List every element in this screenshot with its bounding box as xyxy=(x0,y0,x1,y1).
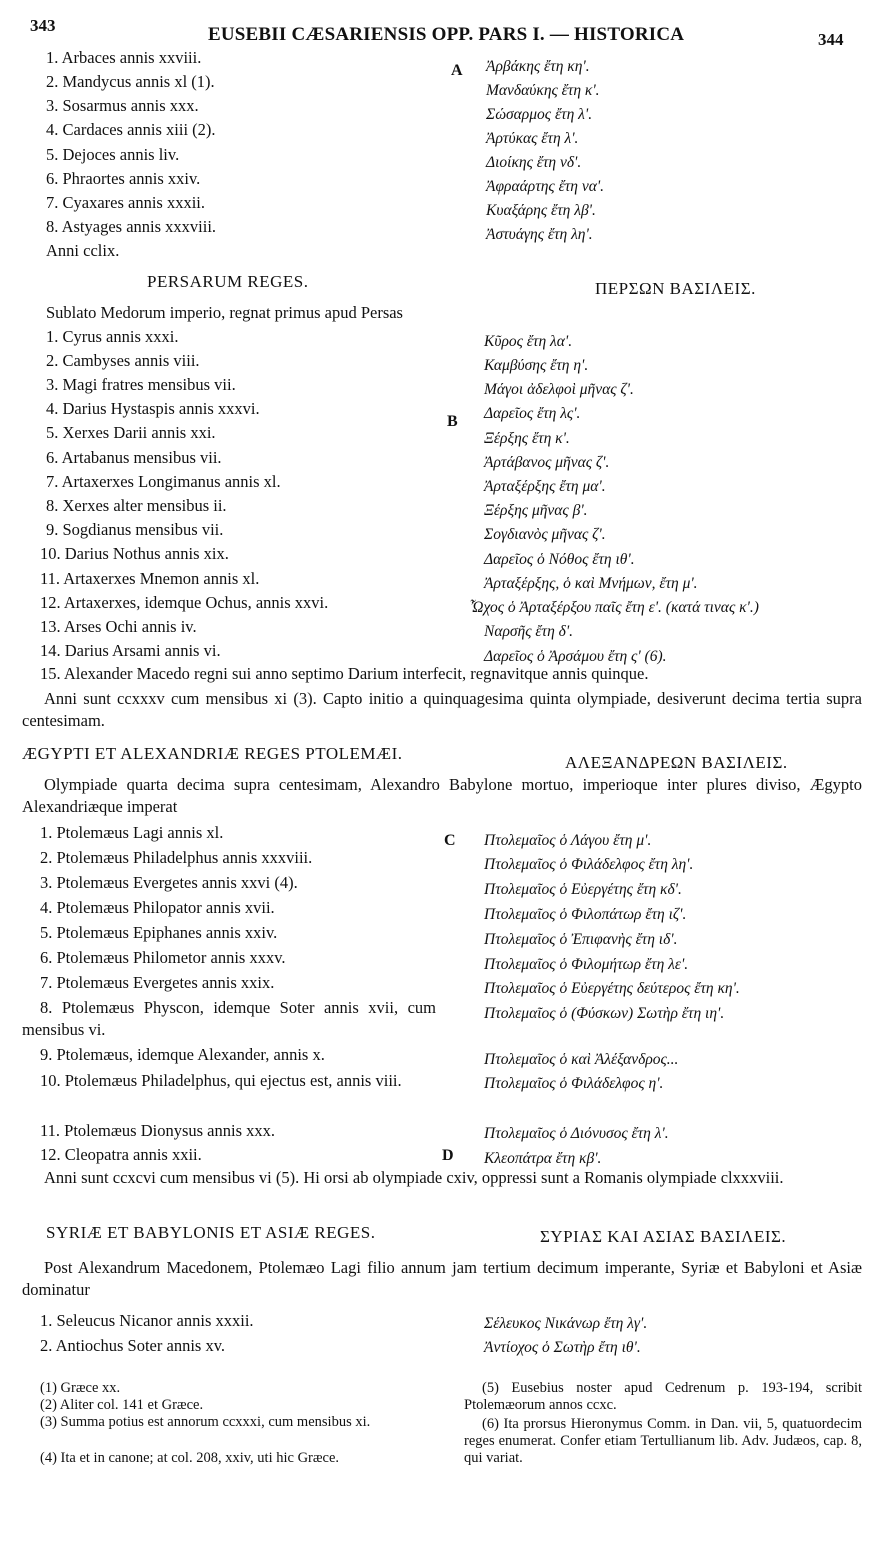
list-item: Σώσαρμος ἔτη λ'. xyxy=(486,106,593,123)
list-item: 4. Cardaces annis xiii (2). xyxy=(46,120,216,139)
list-item: Κῦρος ἔτη λα'. xyxy=(484,333,573,350)
footnote: (2) Aliter col. 141 et Græce. xyxy=(40,1397,204,1413)
list-item: 8. Ptolemæus Physcon, idemque Soter annis xvii, cum mensibus vi. xyxy=(22,998,436,1039)
ptolemies-summary: Anni sunt ccxcvi cum mensibus vi (5). Hi orsi ab olympiade cxiv, oppressi sunt a Romanis olympiade clxxxviii. xyxy=(44,1168,784,1187)
list-item: Πτολεμαῖος ὁ Φιλομήτωρ ἔτη λε'. xyxy=(484,956,689,973)
list-item: 1. Ptolemæus Lagi annis xl. xyxy=(40,823,224,842)
list-item: Ξέρξης μῆνας β'. xyxy=(484,502,588,519)
section-heading-syria-latin: SYRIÆ ET BABYLONIS ET ASIÆ REGES. xyxy=(46,1223,376,1242)
list-item: 9. Ptolemæus, idemque Alexander, annis x. xyxy=(40,1045,325,1064)
list-item: 7. Ptolemæus Evergetes annis xxix. xyxy=(40,973,275,992)
list-item: Πτολεμαῖος ὁ Διόνυσος ἔτη λ'. xyxy=(484,1125,669,1142)
list-item: Πτολεμαῖος ὁ Εὐεργέτης ἔτη κδ'. xyxy=(484,881,682,898)
list-item: 2. Cambyses annis viii. xyxy=(46,351,200,370)
list-item: Πτολεμαῖος ὁ Ἐπιφανὴς ἔτη ιδ'. xyxy=(484,931,678,948)
list-item: 5. Xerxes Darii annis xxi. xyxy=(46,423,216,442)
list-item: 8. Astyages annis xxxviii. xyxy=(46,217,217,236)
list-item: 11. Artaxerxes Mnemon annis xl. xyxy=(40,569,260,588)
footnote: (4) Ita et in canone; at col. 208, xxiv, uti hic Græce. xyxy=(40,1450,340,1466)
margin-mark-b: B xyxy=(447,413,458,430)
list-item: 5. Ptolemæus Epiphanes annis xxiv. xyxy=(40,923,278,942)
margin-mark-d: D xyxy=(442,1147,454,1164)
list-item: 1. Cyrus annis xxxi. xyxy=(46,327,179,346)
list-item: Ναρσῆς ἔτη δ'. xyxy=(484,623,574,640)
list-item: 4. Ptolemæus Philopator annis xvii. xyxy=(40,898,275,917)
section-heading-ptolemies-latin: ÆGYPTI ET ALEXANDRIÆ REGES PTOLEMÆI. xyxy=(22,744,403,763)
list-item: 8. Xerxes alter mensibus ii. xyxy=(46,496,227,515)
list-item: 3. Magi fratres mensibus vii. xyxy=(46,375,236,394)
list-item: 12. Artaxerxes, idemque Ochus, annis xxvi. xyxy=(40,593,329,612)
list-item: Πτολεμαῖος ὁ καὶ Ἀλέξανδρος... xyxy=(484,1051,679,1068)
persians-summary: Anni sunt ccxxxv cum mensibus xi (3). Capto initio a quinquagesima quinta olympiade, desiverunt decima tertia supra centesimam. xyxy=(22,689,862,730)
list-item: Ἀρτύκας ἔτη λ'. xyxy=(486,130,579,147)
list-item: 6. Artabanus mensibus vii. xyxy=(46,448,222,467)
list-item: 1. Seleucus Nicanor annis xxxii. xyxy=(40,1311,254,1330)
list-item: Κλεοπάτρα ἔτη κβ'. xyxy=(484,1150,602,1167)
list-item: Ἀρτάβανος μῆνας ζ'. xyxy=(484,454,610,471)
list-item: 6. Phraortes annis xxiv. xyxy=(46,169,201,188)
list-item: Σογδιανὸς μῆνας ζ'. xyxy=(484,526,606,543)
list-item: 5. Dejoces annis liv. xyxy=(46,145,180,164)
list-item: Μανδαύκης ἔτη κ'. xyxy=(486,82,600,99)
list-item: 9. Sogdianus mensibus vii. xyxy=(46,520,224,539)
list-item: Δαρεῖος ἔτη λς'. xyxy=(484,405,581,422)
footnote: (6) Ita prorsus Hieronymus Comm. in Dan. vii, 5, quatuordecim reges enumerat. Confer etiam Tertullianum lib. Adv. Judæos, cap. 8, qui variat. xyxy=(464,1416,862,1466)
list-item: Πτολεμαῖος ὁ Εὐεργέτης δεύτερος ἔτη κη'. xyxy=(484,980,740,997)
section-heading-ptolemies-greek: ΑΛΕΞΑΝΔΡΕΩΝ ΒΑΣΙΛΕΙΣ. xyxy=(565,753,788,772)
list-item: 6. Ptolemæus Philometor annis xxxv. xyxy=(40,948,286,967)
margin-mark-c: C xyxy=(444,832,456,849)
list-item: Ξέρξης ἔτη κ'. xyxy=(484,430,570,447)
list-item: 2. Mandycus annis xl (1). xyxy=(46,72,215,91)
list-item: Πτολεμαῖος ὁ Φιλάδελφος ἔτη λη'. xyxy=(484,856,694,873)
margin-mark-a: A xyxy=(451,62,463,79)
ptolemies-intro: Olympiade quarta decima supra centesimam, Alexandro Babylone mortuo, imperioque inter plures diviso, Ægypto Alexandriæque imperat xyxy=(22,775,862,816)
persians-item-15: 15. Alexander Macedo regni sui anno septimo Darium interfecit, regnavitque annis quinque. xyxy=(40,664,649,683)
list-item: Καμβύσης ἔτη η'. xyxy=(484,357,589,374)
list-item: Δαρεῖος ὁ Ἀρσάμου ἔτη ς' (6). xyxy=(484,648,667,665)
list-item: 11. Ptolemæus Dionysus annis xxx. xyxy=(40,1121,275,1140)
list-item: Διοίκης ἔτη νδ'. xyxy=(486,154,582,171)
list-item: Ἀστυάγης ἔτη λη'. xyxy=(486,226,593,243)
list-item: Ἀρβάκης ἔτη κη'. xyxy=(486,58,590,75)
list-item: Ἀρταξέρξης ἔτη μα'. xyxy=(484,478,606,495)
list-item: 12. Cleopatra annis xxii. xyxy=(40,1145,202,1164)
section-heading-persians-latin: PERSARUM REGES. xyxy=(147,272,309,291)
list-item: Ὦχος ὁ Ἀρταξέρξου παῖς ἔτη ε'. (κατά τινας κ'.) xyxy=(470,599,759,616)
list-item: Ἀρταξέρξης, ὁ καὶ Μνήμων, ἔτη μ'. xyxy=(484,575,698,592)
section-heading-persians-greek: ΠΕΡΣΩΝ ΒΑΣΙΛΕΙΣ. xyxy=(595,279,756,298)
list-item: Δαρεῖος ὁ Νόθος ἔτη ιθ'. xyxy=(484,551,635,568)
list-item: 1. Arbaces annis xxviii. xyxy=(46,48,202,67)
list-item: Κυαξάρης ἔτη λβ'. xyxy=(486,202,596,219)
list-item: Σέλευκος Νικάνωρ ἔτη λγ'. xyxy=(484,1315,648,1332)
footnote: (3) Summa potius est annorum ccxxxi, cum mensibus xi. xyxy=(40,1414,371,1430)
list-item: 3. Ptolemæus Evergetes annis xxvi (4). xyxy=(40,873,298,892)
list-item: 13. Arses Ochi annis iv. xyxy=(40,617,197,636)
list-item: Ἀντίοχος ὁ Σωτὴρ ἔτη ιθ'. xyxy=(484,1339,641,1356)
list-item: 7. Cyaxares annis xxxii. xyxy=(46,193,206,212)
persians-intro: Sublato Medorum imperio, regnat primus apud Persas xyxy=(46,303,403,322)
running-title: EUSEBII CÆSARIENSIS OPP. PARS I. — HISTORICA xyxy=(208,24,685,45)
list-item: Πτολεμαῖος ὁ Φιλάδελφος η'. xyxy=(484,1075,664,1092)
list-item: Πτολεμαῖος ὁ Λάγου ἔτη μ'. xyxy=(484,832,652,849)
syria-intro: Post Alexandrum Macedonem, Ptolemæo Lagi filio annum jam tertium decimum imperante, Syriæ et Babyloni et Asiæ dominatur xyxy=(22,1258,862,1299)
list-item: Ἀφραάρτης ἔτη να'. xyxy=(486,178,605,195)
list-item: 10. Ptolemæus Philadelphus, qui ejectus est, annis viii. xyxy=(40,1071,402,1090)
medes-total: Anni cclix. xyxy=(46,241,120,260)
footnote: (5) Eusebius noster apud Cedrenum p. 193-194, scribit Ptolemæorum annos ccxc. xyxy=(464,1380,862,1413)
list-item: Πτολεμαῖος ὁ (Φύσκων) Σωτὴρ ἔτη ιη'. xyxy=(484,1005,725,1022)
list-item: 2. Ptolemæus Philadelphus annis xxxviii. xyxy=(40,848,313,867)
footnote: (1) Græce xx. xyxy=(40,1380,121,1396)
section-heading-syria-greek: ΣΥΡΙΑΣ ΚΑΙ ΑΣΙΑΣ ΒΑΣΙΛΕΙΣ. xyxy=(540,1227,787,1246)
list-item: 4. Darius Hystaspis annis xxxvi. xyxy=(46,399,260,418)
list-item: 3. Sosarmus annis xxx. xyxy=(46,96,199,115)
list-item: Μάγοι ἀδελφοὶ μῆνας ζ'. xyxy=(484,381,634,398)
list-item: 10. Darius Nothus annis xix. xyxy=(40,544,229,563)
page-number-left: 343 xyxy=(30,16,56,35)
page-number-right: 344 xyxy=(818,30,844,49)
list-item: 7. Artaxerxes Longimanus annis xl. xyxy=(46,472,281,491)
list-item: 14. Darius Arsami annis vi. xyxy=(40,641,221,660)
list-item: Πτολεμαῖος ὁ Φιλοπάτωρ ἔτη ιζ'. xyxy=(484,906,687,923)
list-item: 2. Antiochus Soter annis xv. xyxy=(40,1336,226,1355)
